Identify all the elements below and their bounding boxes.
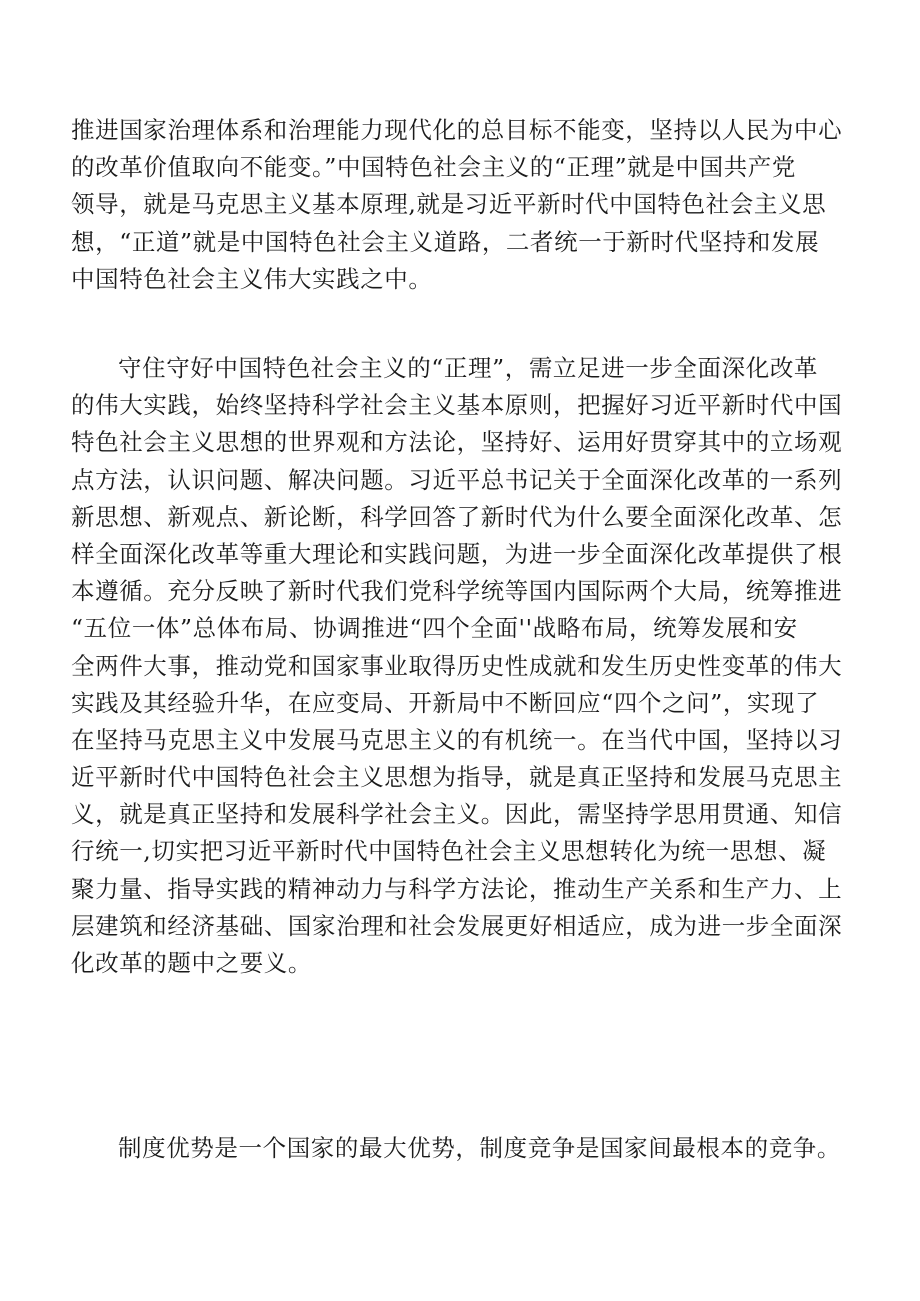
text-line: “五位一体”总体布局、协调推进“四个全面''战略布局，统筹发展和安 bbox=[71, 614, 798, 643]
text-line: 守住守好中国特色社会主义的“正理”，需立足进一步全面深化改革 bbox=[118, 354, 819, 382]
text-line: 的伟大实践，始终坚持科学社会主义基本原则，把握好习近平新时代中国 bbox=[71, 391, 843, 420]
text-line: 实践及其经验升华，在应变局、开新局中不断回应“四个之问”，实现了 bbox=[71, 688, 820, 717]
text-line: 领导，就是马克思主义基本原理,就是习近平新时代中国特色社会主义思 bbox=[71, 190, 827, 219]
text-line: 新思想、新观点、新论断，科学回答了新时代为什么要全面深化改革、怎 bbox=[71, 502, 843, 531]
text-line: 本遵循。充分反映了新时代我们党科学统等国内国际两个大局，统筹推进 bbox=[71, 577, 843, 606]
text-line: 样全面深化改革等重大理论和实践问题，为进一步全面深化改革提供了根 bbox=[71, 539, 843, 568]
paragraph-3 bbox=[71, 1130, 861, 1167]
text-line: 中国特色社会主义伟大实践之中。 bbox=[71, 264, 433, 293]
text-line: 层建筑和经济基础、国家治理和社会发展更好相适应，成为进一步全面深 bbox=[71, 911, 843, 940]
text-line: 化改革的题中之要义。 bbox=[71, 949, 312, 977]
text-line: 特色社会主义思想的世界观和方法论，坚持好、运用好贯穿其中的立场观 bbox=[71, 428, 843, 457]
text-line: 义，就是真正坚持和发展科学社会主义。因此，需坚持学思用贯通、知信 bbox=[71, 800, 843, 829]
paragraph-1 bbox=[71, 112, 861, 298]
text-line: 制度优势是一个国家的最大优势，制度竞争是国家间最根本的竞争。 bbox=[118, 1134, 841, 1162]
text-line: 点方法，认识问题、解决问题。习近平总书记关于全面深化改革的一系列 bbox=[71, 465, 843, 494]
paragraph-2 bbox=[71, 350, 861, 982]
text-line: 近平新时代中国特色社会主义思想为指导，就是真正坚持和发展马克思主 bbox=[71, 763, 843, 792]
text-line: 想，“正道”就是中国特色社会主义道路，二者统一于新时代坚持和发展 bbox=[71, 227, 820, 256]
text-line: 推进国家治理体系和治理能力现代化的总目标不能变，坚持以人民为中心 bbox=[71, 116, 843, 144]
text-line: 聚力量、指导实践的精神动力与科学方法论，推动生产关系和生产力、上 bbox=[71, 874, 843, 903]
text-line: 全两件大事，推动党和国家事业取得历史性成就和发生历史性变革的伟大 bbox=[71, 651, 843, 680]
text-line: 在坚持马克思主义中发展马克思主义的有机统一。在当代中国，坚持以习 bbox=[71, 725, 843, 754]
text-line: 的改革价值取向不能变。”中国特色社会主义的“正理”就是中国共产党 bbox=[71, 153, 796, 182]
text-line: 行统一,切实把习近平新时代中国特色社会主义思想转化为统一思想、凝 bbox=[71, 837, 827, 866]
